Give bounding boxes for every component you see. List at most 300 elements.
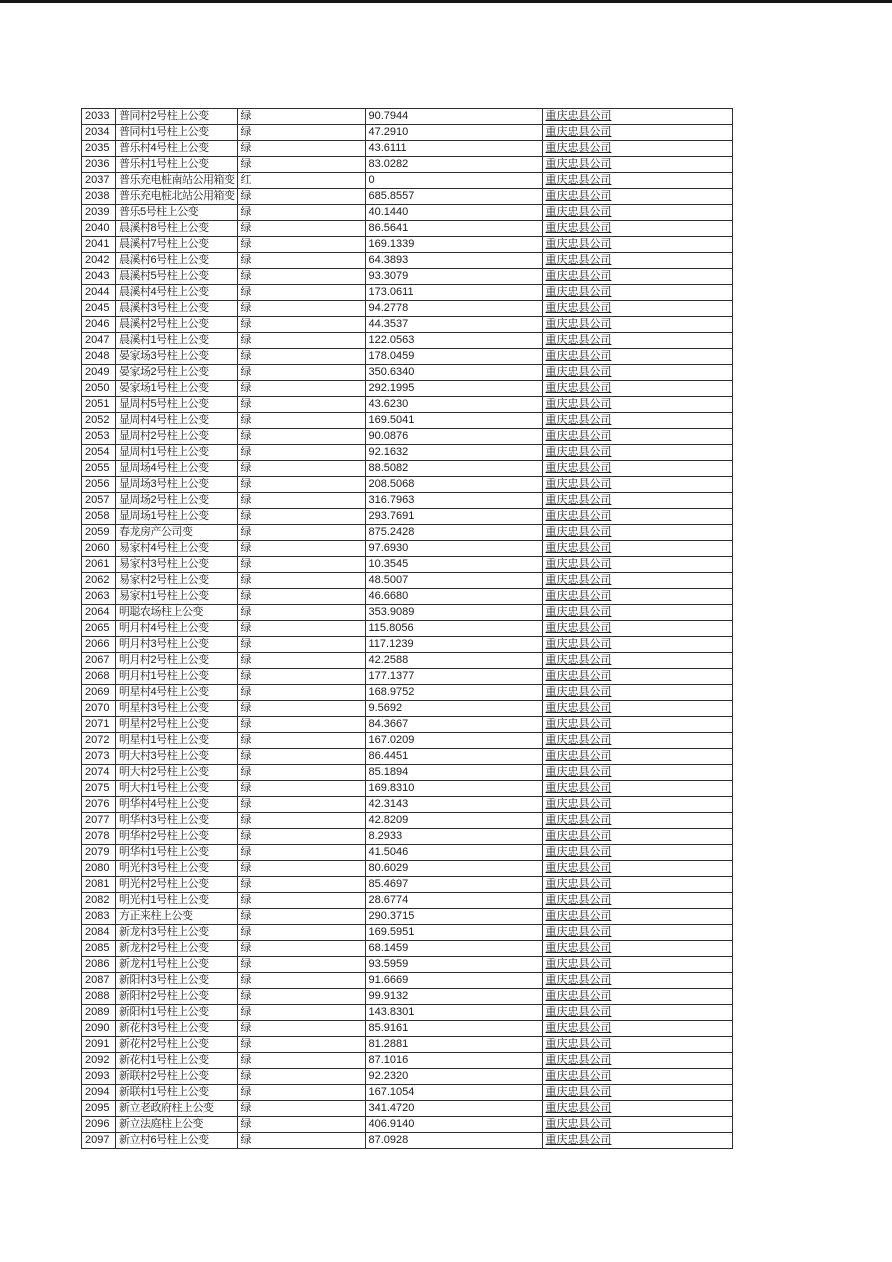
cell-status[interactable]: 绿 — [237, 205, 365, 221]
cell-station-name[interactable]: 明大村2号柱上公变 — [116, 765, 238, 781]
cell-status[interactable]: 绿 — [237, 893, 365, 909]
cell-company-link[interactable]: 重庆忠县公司 — [542, 573, 732, 589]
cell-value[interactable]: 167.1054 — [365, 1085, 542, 1101]
cell-value[interactable]: 42.2588 — [365, 653, 542, 669]
cell-value[interactable]: 99.9132 — [365, 989, 542, 1005]
cell-row-id[interactable]: 2074 — [82, 765, 116, 781]
cell-value[interactable]: 86.4451 — [365, 749, 542, 765]
cell-row-id[interactable]: 2058 — [82, 509, 116, 525]
cell-row-id[interactable]: 2085 — [82, 941, 116, 957]
cell-station-name[interactable]: 晏家场3号柱上公变 — [116, 349, 238, 365]
cell-row-id[interactable]: 2057 — [82, 493, 116, 509]
cell-value[interactable]: 117.1239 — [365, 637, 542, 653]
cell-status[interactable]: 绿 — [237, 845, 365, 861]
cell-value[interactable]: 92.1632 — [365, 445, 542, 461]
cell-value[interactable]: 316.7963 — [365, 493, 542, 509]
cell-station-name[interactable]: 明月村4号柱上公变 — [116, 621, 238, 637]
cell-value[interactable]: 90.0876 — [365, 429, 542, 445]
cell-status[interactable]: 绿 — [237, 717, 365, 733]
cell-row-id[interactable]: 2052 — [82, 413, 116, 429]
cell-company-link[interactable]: 重庆忠县公司 — [542, 989, 732, 1005]
cell-status[interactable]: 绿 — [237, 413, 365, 429]
cell-company-link[interactable]: 重庆忠县公司 — [542, 909, 732, 925]
cell-status[interactable]: 绿 — [237, 653, 365, 669]
cell-row-id[interactable]: 2034 — [82, 125, 116, 141]
cell-station-name[interactable]: 明月村2号柱上公变 — [116, 653, 238, 669]
cell-value[interactable]: 169.5041 — [365, 413, 542, 429]
cell-company-link[interactable]: 重庆忠县公司 — [542, 845, 732, 861]
cell-value[interactable]: 47.2910 — [365, 125, 542, 141]
cell-status[interactable]: 绿 — [237, 861, 365, 877]
cell-value[interactable]: 46.6680 — [365, 589, 542, 605]
cell-station-name[interactable]: 明华村3号柱上公变 — [116, 813, 238, 829]
cell-station-name[interactable]: 普同村1号柱上公变 — [116, 125, 238, 141]
cell-status[interactable]: 绿 — [237, 1085, 365, 1101]
cell-row-id[interactable]: 2041 — [82, 237, 116, 253]
cell-value[interactable]: 28.6774 — [365, 893, 542, 909]
cell-status[interactable]: 绿 — [237, 1037, 365, 1053]
cell-company-link[interactable]: 重庆忠县公司 — [542, 813, 732, 829]
cell-row-id[interactable]: 2091 — [82, 1037, 116, 1053]
cell-company-link[interactable]: 重庆忠县公司 — [542, 829, 732, 845]
cell-value[interactable]: 406.9140 — [365, 1117, 542, 1133]
cell-row-id[interactable]: 2050 — [82, 381, 116, 397]
cell-status[interactable]: 绿 — [237, 237, 365, 253]
cell-value[interactable]: 341.4720 — [365, 1101, 542, 1117]
cell-value[interactable]: 44.3537 — [365, 317, 542, 333]
cell-company-link[interactable]: 重庆忠县公司 — [542, 605, 732, 621]
cell-row-id[interactable]: 2035 — [82, 141, 116, 157]
cell-station-name[interactable]: 明华村4号柱上公变 — [116, 797, 238, 813]
cell-station-name[interactable]: 普乐充电桩南站公用箱变 — [116, 173, 238, 189]
cell-value[interactable]: 168.9752 — [365, 685, 542, 701]
cell-value[interactable]: 8.2933 — [365, 829, 542, 845]
cell-status[interactable]: 绿 — [237, 877, 365, 893]
cell-company-link[interactable]: 重庆忠县公司 — [542, 957, 732, 973]
cell-station-name[interactable]: 晨溪村6号柱上公变 — [116, 253, 238, 269]
cell-company-link[interactable]: 重庆忠县公司 — [542, 701, 732, 717]
cell-station-name[interactable]: 显周村1号柱上公变 — [116, 445, 238, 461]
cell-company-link[interactable]: 重庆忠县公司 — [542, 461, 732, 477]
cell-status[interactable]: 绿 — [237, 1069, 365, 1085]
cell-station-name[interactable]: 明星村1号柱上公变 — [116, 733, 238, 749]
cell-row-id[interactable]: 2087 — [82, 973, 116, 989]
cell-value[interactable]: 40.1440 — [365, 205, 542, 221]
cell-station-name[interactable]: 明聪农场柱上公变 — [116, 605, 238, 621]
cell-station-name[interactable]: 新龙村2号柱上公变 — [116, 941, 238, 957]
cell-value[interactable]: 0 — [365, 173, 542, 189]
cell-row-id[interactable]: 2089 — [82, 1005, 116, 1021]
cell-station-name[interactable]: 晨溪村7号柱上公变 — [116, 237, 238, 253]
cell-status[interactable]: 绿 — [237, 989, 365, 1005]
cell-row-id[interactable]: 2039 — [82, 205, 116, 221]
cell-row-id[interactable]: 2055 — [82, 461, 116, 477]
cell-station-name[interactable]: 新立老政府柱上公变 — [116, 1101, 238, 1117]
cell-value[interactable]: 64.3893 — [365, 253, 542, 269]
cell-value[interactable]: 293.7691 — [365, 509, 542, 525]
cell-row-id[interactable]: 2070 — [82, 701, 116, 717]
cell-row-id[interactable]: 2096 — [82, 1117, 116, 1133]
cell-company-link[interactable]: 重庆忠县公司 — [542, 1069, 732, 1085]
cell-status[interactable]: 绿 — [237, 589, 365, 605]
cell-value[interactable]: 90.7944 — [365, 109, 542, 125]
cell-company-link[interactable]: 重庆忠县公司 — [542, 397, 732, 413]
cell-row-id[interactable]: 2073 — [82, 749, 116, 765]
cell-status[interactable]: 绿 — [237, 381, 365, 397]
cell-row-id[interactable]: 2094 — [82, 1085, 116, 1101]
cell-row-id[interactable]: 2040 — [82, 221, 116, 237]
cell-status[interactable]: 绿 — [237, 941, 365, 957]
cell-status[interactable]: 绿 — [237, 285, 365, 301]
cell-status[interactable]: 绿 — [237, 1005, 365, 1021]
cell-status[interactable]: 绿 — [237, 109, 365, 125]
cell-status[interactable]: 绿 — [237, 493, 365, 509]
cell-row-id[interactable]: 2043 — [82, 269, 116, 285]
cell-company-link[interactable]: 重庆忠县公司 — [542, 781, 732, 797]
cell-status[interactable]: 绿 — [237, 669, 365, 685]
cell-station-name[interactable]: 新立村6号柱上公变 — [116, 1133, 238, 1149]
cell-station-name[interactable]: 明月村3号柱上公变 — [116, 637, 238, 653]
cell-company-link[interactable]: 重庆忠县公司 — [542, 365, 732, 381]
cell-status[interactable]: 绿 — [237, 349, 365, 365]
cell-value[interactable]: 87.1016 — [365, 1053, 542, 1069]
cell-station-name[interactable]: 新龙村1号柱上公变 — [116, 957, 238, 973]
cell-value[interactable]: 41.5046 — [365, 845, 542, 861]
cell-row-id[interactable]: 2046 — [82, 317, 116, 333]
cell-value[interactable]: 292.1995 — [365, 381, 542, 397]
cell-value[interactable]: 10.3545 — [365, 557, 542, 573]
cell-row-id[interactable]: 2036 — [82, 157, 116, 173]
cell-company-link[interactable]: 重庆忠县公司 — [542, 797, 732, 813]
cell-status[interactable]: 绿 — [237, 477, 365, 493]
cell-value[interactable]: 875.2428 — [365, 525, 542, 541]
cell-status[interactable]: 绿 — [237, 1133, 365, 1149]
cell-station-name[interactable]: 新联村1号柱上公变 — [116, 1085, 238, 1101]
cell-company-link[interactable]: 重庆忠县公司 — [542, 1005, 732, 1021]
cell-company-link[interactable]: 重庆忠县公司 — [542, 893, 732, 909]
cell-company-link[interactable]: 重庆忠县公司 — [542, 669, 732, 685]
cell-value[interactable]: 83.0282 — [365, 157, 542, 173]
cell-company-link[interactable]: 重庆忠县公司 — [542, 509, 732, 525]
cell-company-link[interactable]: 重庆忠县公司 — [542, 125, 732, 141]
cell-station-name[interactable]: 新立法庭柱上公变 — [116, 1117, 238, 1133]
cell-row-id[interactable]: 2081 — [82, 877, 116, 893]
cell-station-name[interactable]: 显周场3号柱上公变 — [116, 477, 238, 493]
cell-station-name[interactable]: 新阳村1号柱上公变 — [116, 1005, 238, 1021]
cell-status[interactable]: 红 — [237, 173, 365, 189]
cell-row-id[interactable]: 2059 — [82, 525, 116, 541]
cell-status[interactable]: 绿 — [237, 141, 365, 157]
cell-company-link[interactable]: 重庆忠县公司 — [542, 1085, 732, 1101]
cell-row-id[interactable]: 2093 — [82, 1069, 116, 1085]
cell-value[interactable]: 208.5068 — [365, 477, 542, 493]
cell-station-name[interactable]: 晨溪村1号柱上公变 — [116, 333, 238, 349]
cell-company-link[interactable]: 重庆忠县公司 — [542, 685, 732, 701]
cell-row-id[interactable]: 2063 — [82, 589, 116, 605]
cell-status[interactable]: 绿 — [237, 509, 365, 525]
cell-value[interactable]: 87.0928 — [365, 1133, 542, 1149]
cell-status[interactable]: 绿 — [237, 189, 365, 205]
cell-status[interactable]: 绿 — [237, 253, 365, 269]
cell-station-name[interactable]: 易家村3号柱上公变 — [116, 557, 238, 573]
cell-row-id[interactable]: 2097 — [82, 1133, 116, 1149]
cell-status[interactable]: 绿 — [237, 317, 365, 333]
cell-value[interactable]: 167.0209 — [365, 733, 542, 749]
cell-status[interactable]: 绿 — [237, 1021, 365, 1037]
cell-station-name[interactable]: 显周村5号柱上公变 — [116, 397, 238, 413]
cell-row-id[interactable]: 2076 — [82, 797, 116, 813]
cell-status[interactable]: 绿 — [237, 445, 365, 461]
cell-status[interactable]: 绿 — [237, 541, 365, 557]
cell-row-id[interactable]: 2054 — [82, 445, 116, 461]
cell-row-id[interactable]: 2079 — [82, 845, 116, 861]
cell-station-name[interactable]: 明月村1号柱上公变 — [116, 669, 238, 685]
cell-station-name[interactable]: 显周场1号柱上公变 — [116, 509, 238, 525]
cell-company-link[interactable]: 重庆忠县公司 — [542, 765, 732, 781]
cell-row-id[interactable]: 2083 — [82, 909, 116, 925]
cell-station-name[interactable]: 晏家场1号柱上公变 — [116, 381, 238, 397]
cell-station-name[interactable]: 晨溪村3号柱上公变 — [116, 301, 238, 317]
cell-row-id[interactable]: 2071 — [82, 717, 116, 733]
cell-station-name[interactable]: 新花村3号柱上公变 — [116, 1021, 238, 1037]
cell-row-id[interactable]: 2077 — [82, 813, 116, 829]
cell-row-id[interactable]: 2049 — [82, 365, 116, 381]
cell-status[interactable]: 绿 — [237, 125, 365, 141]
cell-value[interactable]: 177.1377 — [365, 669, 542, 685]
cell-station-name[interactable]: 普同村2号柱上公变 — [116, 109, 238, 125]
cell-row-id[interactable]: 2095 — [82, 1101, 116, 1117]
cell-row-id[interactable]: 2075 — [82, 781, 116, 797]
cell-company-link[interactable]: 重庆忠县公司 — [542, 477, 732, 493]
cell-value[interactable]: 173.0611 — [365, 285, 542, 301]
cell-station-name[interactable]: 明华村1号柱上公变 — [116, 845, 238, 861]
cell-value[interactable]: 143.8301 — [365, 1005, 542, 1021]
cell-row-id[interactable]: 2078 — [82, 829, 116, 845]
cell-company-link[interactable]: 重庆忠县公司 — [542, 349, 732, 365]
cell-status[interactable]: 绿 — [237, 429, 365, 445]
cell-value[interactable]: 48.5007 — [365, 573, 542, 589]
cell-status[interactable]: 绿 — [237, 621, 365, 637]
cell-row-id[interactable]: 2033 — [82, 109, 116, 125]
cell-station-name[interactable]: 明大村3号柱上公变 — [116, 749, 238, 765]
cell-row-id[interactable]: 2042 — [82, 253, 116, 269]
cell-station-name[interactable]: 晨溪村2号柱上公变 — [116, 317, 238, 333]
cell-status[interactable]: 绿 — [237, 733, 365, 749]
cell-row-id[interactable]: 2061 — [82, 557, 116, 573]
cell-value[interactable]: 169.5951 — [365, 925, 542, 941]
cell-status[interactable]: 绿 — [237, 605, 365, 621]
cell-value[interactable]: 350.6340 — [365, 365, 542, 381]
cell-company-link[interactable]: 重庆忠县公司 — [542, 253, 732, 269]
cell-value[interactable]: 97.6930 — [365, 541, 542, 557]
cell-company-link[interactable]: 重庆忠县公司 — [542, 589, 732, 605]
cell-company-link[interactable]: 重庆忠县公司 — [542, 157, 732, 173]
cell-row-id[interactable]: 2037 — [82, 173, 116, 189]
cell-value[interactable]: 42.3143 — [365, 797, 542, 813]
cell-station-name[interactable]: 晨溪村5号柱上公变 — [116, 269, 238, 285]
cell-row-id[interactable]: 2051 — [82, 397, 116, 413]
cell-status[interactable]: 绿 — [237, 957, 365, 973]
cell-company-link[interactable]: 重庆忠县公司 — [542, 445, 732, 461]
cell-row-id[interactable]: 2069 — [82, 685, 116, 701]
cell-value[interactable]: 685.8557 — [365, 189, 542, 205]
cell-station-name[interactable]: 新花村1号柱上公变 — [116, 1053, 238, 1069]
cell-row-id[interactable]: 2053 — [82, 429, 116, 445]
cell-station-name[interactable]: 新联村2号柱上公变 — [116, 1069, 238, 1085]
cell-row-id[interactable]: 2065 — [82, 621, 116, 637]
cell-company-link[interactable]: 重庆忠县公司 — [542, 541, 732, 557]
cell-status[interactable]: 绿 — [237, 765, 365, 781]
cell-company-link[interactable]: 重庆忠县公司 — [542, 301, 732, 317]
cell-station-name[interactable]: 明华村2号柱上公变 — [116, 829, 238, 845]
cell-value[interactable]: 42.8209 — [365, 813, 542, 829]
cell-value[interactable]: 290.3715 — [365, 909, 542, 925]
cell-row-id[interactable]: 2066 — [82, 637, 116, 653]
cell-value[interactable]: 86.5641 — [365, 221, 542, 237]
cell-status[interactable]: 绿 — [237, 909, 365, 925]
cell-value[interactable]: 9.5692 — [365, 701, 542, 717]
cell-row-id[interactable]: 2082 — [82, 893, 116, 909]
cell-value[interactable]: 122.0563 — [365, 333, 542, 349]
cell-station-name[interactable]: 晨溪村8号柱上公变 — [116, 221, 238, 237]
cell-company-link[interactable]: 重庆忠县公司 — [542, 733, 732, 749]
cell-station-name[interactable]: 显周村4号柱上公变 — [116, 413, 238, 429]
cell-row-id[interactable]: 2072 — [82, 733, 116, 749]
cell-row-id[interactable]: 2048 — [82, 349, 116, 365]
cell-station-name[interactable]: 明光村3号柱上公变 — [116, 861, 238, 877]
cell-status[interactable]: 绿 — [237, 333, 365, 349]
cell-company-link[interactable]: 重庆忠县公司 — [542, 941, 732, 957]
cell-value[interactable]: 92.2320 — [365, 1069, 542, 1085]
cell-station-name[interactable]: 易家村2号柱上公变 — [116, 573, 238, 589]
cell-company-link[interactable]: 重庆忠县公司 — [542, 429, 732, 445]
cell-row-id[interactable]: 2062 — [82, 573, 116, 589]
cell-station-name[interactable]: 晏家场2号柱上公变 — [116, 365, 238, 381]
cell-row-id[interactable]: 2092 — [82, 1053, 116, 1069]
cell-station-name[interactable]: 易家村4号柱上公变 — [116, 541, 238, 557]
cell-status[interactable]: 绿 — [237, 301, 365, 317]
cell-company-link[interactable]: 重庆忠县公司 — [542, 221, 732, 237]
cell-station-name[interactable]: 新花村2号柱上公变 — [116, 1037, 238, 1053]
cell-station-name[interactable]: 普乐村1号柱上公变 — [116, 157, 238, 173]
cell-value[interactable]: 169.8310 — [365, 781, 542, 797]
cell-status[interactable]: 绿 — [237, 973, 365, 989]
cell-row-id[interactable]: 2056 — [82, 477, 116, 493]
cell-station-name[interactable]: 普乐5号柱上公变 — [116, 205, 238, 221]
cell-status[interactable]: 绿 — [237, 813, 365, 829]
cell-status[interactable]: 绿 — [237, 925, 365, 941]
cell-value[interactable]: 85.9161 — [365, 1021, 542, 1037]
cell-company-link[interactable]: 重庆忠县公司 — [542, 557, 732, 573]
cell-station-name[interactable]: 新阳村2号柱上公变 — [116, 989, 238, 1005]
cell-company-link[interactable]: 重庆忠县公司 — [542, 621, 732, 637]
cell-company-link[interactable]: 重庆忠县公司 — [542, 637, 732, 653]
cell-station-name[interactable]: 显周场2号柱上公变 — [116, 493, 238, 509]
cell-company-link[interactable]: 重庆忠县公司 — [542, 1133, 732, 1149]
cell-row-id[interactable]: 2038 — [82, 189, 116, 205]
cell-row-id[interactable]: 2080 — [82, 861, 116, 877]
cell-status[interactable]: 绿 — [237, 1053, 365, 1069]
cell-station-name[interactable]: 春龙房产公司变 — [116, 525, 238, 541]
cell-station-name[interactable]: 普乐村4号柱上公变 — [116, 141, 238, 157]
cell-company-link[interactable]: 重庆忠县公司 — [542, 333, 732, 349]
cell-status[interactable]: 绿 — [237, 557, 365, 573]
cell-company-link[interactable]: 重庆忠县公司 — [542, 173, 732, 189]
cell-row-id[interactable]: 2090 — [82, 1021, 116, 1037]
cell-value[interactable]: 93.3079 — [365, 269, 542, 285]
cell-value[interactable]: 115.8056 — [365, 621, 542, 637]
cell-company-link[interactable]: 重庆忠县公司 — [542, 877, 732, 893]
cell-company-link[interactable]: 重庆忠县公司 — [542, 141, 732, 157]
cell-company-link[interactable]: 重庆忠县公司 — [542, 269, 732, 285]
cell-status[interactable]: 绿 — [237, 749, 365, 765]
cell-value[interactable]: 91.6669 — [365, 973, 542, 989]
cell-value[interactable]: 178.0459 — [365, 349, 542, 365]
cell-value[interactable]: 85.1894 — [365, 765, 542, 781]
cell-station-name[interactable]: 明星村4号柱上公变 — [116, 685, 238, 701]
cell-company-link[interactable]: 重庆忠县公司 — [542, 1101, 732, 1117]
cell-row-id[interactable]: 2086 — [82, 957, 116, 973]
cell-company-link[interactable]: 重庆忠县公司 — [542, 237, 732, 253]
cell-row-id[interactable]: 2045 — [82, 301, 116, 317]
cell-value[interactable]: 81.2881 — [365, 1037, 542, 1053]
cell-status[interactable]: 绿 — [237, 829, 365, 845]
cell-status[interactable]: 绿 — [237, 269, 365, 285]
cell-company-link[interactable]: 重庆忠县公司 — [542, 285, 732, 301]
cell-station-name[interactable]: 新阳村3号柱上公变 — [116, 973, 238, 989]
cell-company-link[interactable]: 重庆忠县公司 — [542, 749, 732, 765]
cell-company-link[interactable]: 重庆忠县公司 — [542, 653, 732, 669]
cell-status[interactable]: 绿 — [237, 1117, 365, 1133]
cell-station-name[interactable]: 普乐充电桩北站公用箱变 — [116, 189, 238, 205]
cell-company-link[interactable]: 重庆忠县公司 — [542, 413, 732, 429]
cell-value[interactable]: 88.5082 — [365, 461, 542, 477]
cell-row-id[interactable]: 2060 — [82, 541, 116, 557]
cell-station-name[interactable]: 易家村1号柱上公变 — [116, 589, 238, 605]
cell-status[interactable]: 绿 — [237, 397, 365, 413]
cell-status[interactable]: 绿 — [237, 797, 365, 813]
cell-value[interactable]: 169.1339 — [365, 237, 542, 253]
cell-row-id[interactable]: 2064 — [82, 605, 116, 621]
cell-status[interactable]: 绿 — [237, 157, 365, 173]
cell-value[interactable]: 80.6029 — [365, 861, 542, 877]
cell-value[interactable]: 43.6230 — [365, 397, 542, 413]
cell-station-name[interactable]: 显周场4号柱上公变 — [116, 461, 238, 477]
cell-status[interactable]: 绿 — [237, 221, 365, 237]
cell-status[interactable]: 绿 — [237, 637, 365, 653]
cell-value[interactable]: 353.9089 — [365, 605, 542, 621]
cell-station-name[interactable]: 方正来柱上公变 — [116, 909, 238, 925]
cell-station-name[interactable]: 显周村2号柱上公变 — [116, 429, 238, 445]
cell-value[interactable]: 68.1459 — [365, 941, 542, 957]
cell-company-link[interactable]: 重庆忠县公司 — [542, 381, 732, 397]
cell-value[interactable]: 84.3667 — [365, 717, 542, 733]
cell-value[interactable]: 85.4697 — [365, 877, 542, 893]
cell-status[interactable]: 绿 — [237, 461, 365, 477]
cell-row-id[interactable]: 2084 — [82, 925, 116, 941]
cell-status[interactable]: 绿 — [237, 525, 365, 541]
cell-company-link[interactable]: 重庆忠县公司 — [542, 973, 732, 989]
cell-status[interactable]: 绿 — [237, 1101, 365, 1117]
cell-company-link[interactable]: 重庆忠县公司 — [542, 493, 732, 509]
cell-company-link[interactable]: 重庆忠县公司 — [542, 317, 732, 333]
cell-station-name[interactable]: 明光村1号柱上公变 — [116, 893, 238, 909]
cell-company-link[interactable]: 重庆忠县公司 — [542, 525, 732, 541]
cell-status[interactable]: 绿 — [237, 365, 365, 381]
cell-value[interactable]: 94.2778 — [365, 301, 542, 317]
cell-company-link[interactable]: 重庆忠县公司 — [542, 205, 732, 221]
cell-company-link[interactable]: 重庆忠县公司 — [542, 925, 732, 941]
